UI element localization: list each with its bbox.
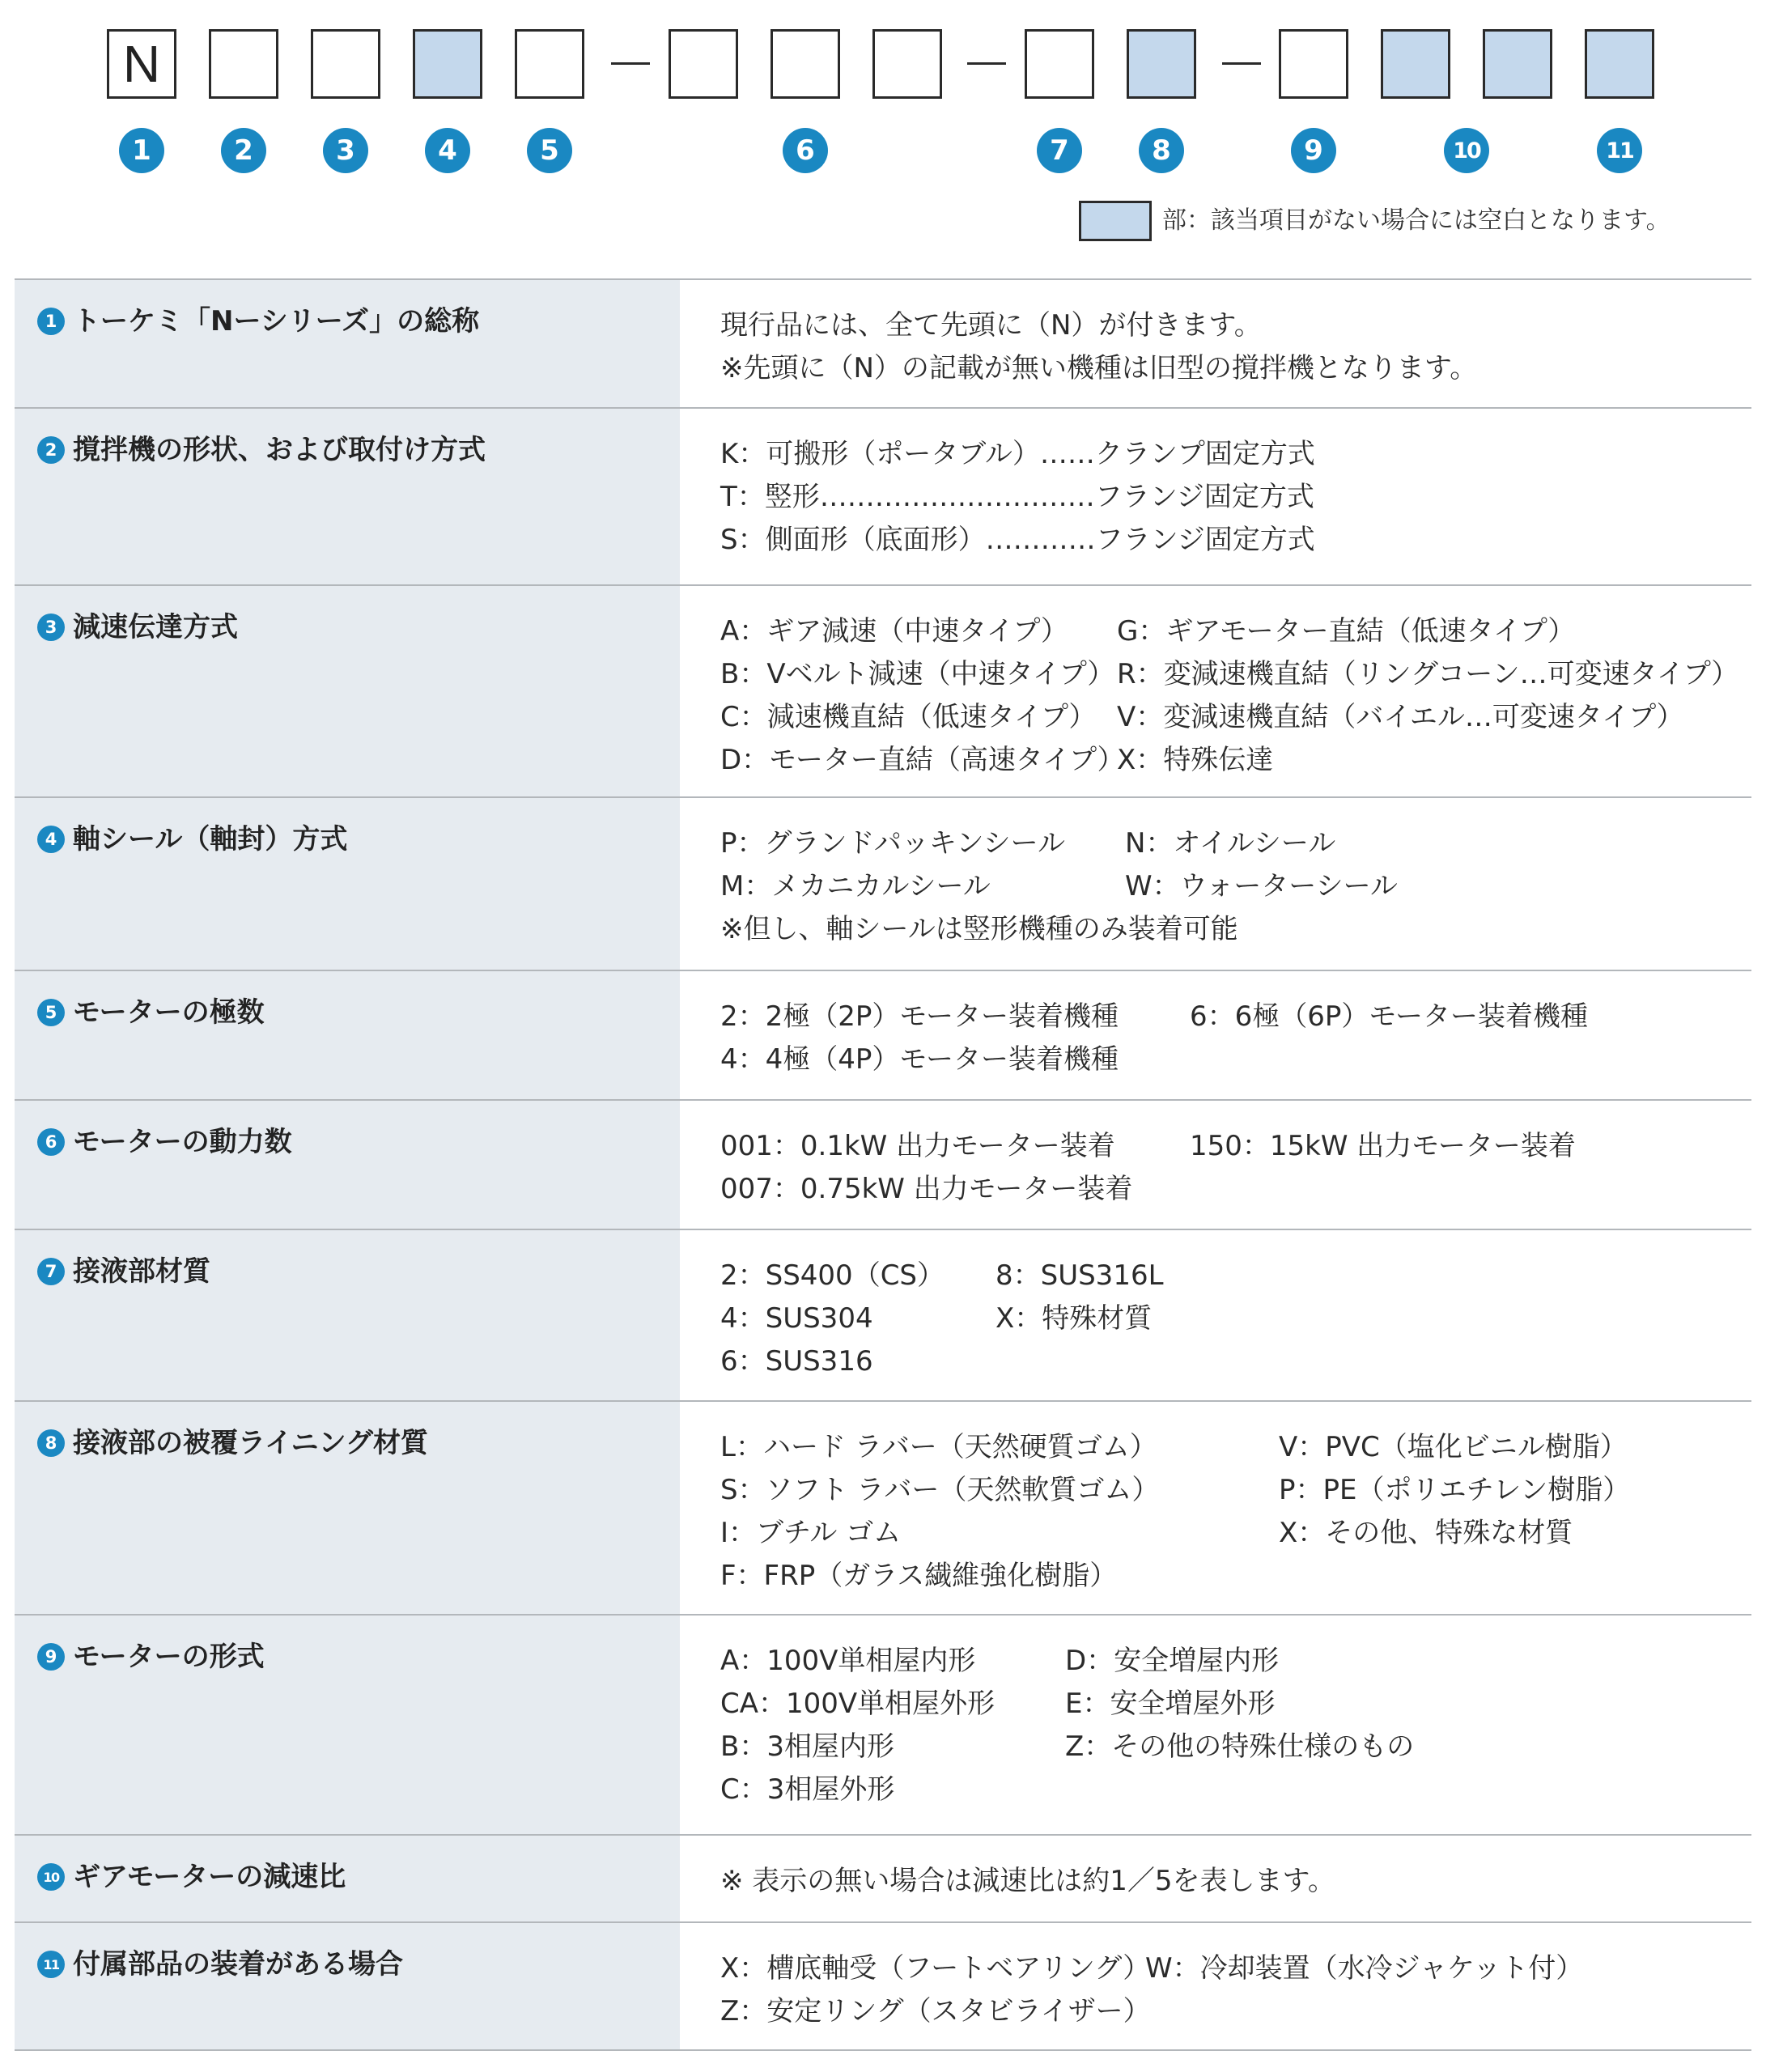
code-box-1: N [107, 29, 176, 99]
spec-row [15, 1923, 1751, 2051]
content-column-1 [720, 304, 1751, 390]
spec-row [15, 971, 1751, 1101]
row-label-cell [15, 586, 680, 796]
content-column-2 [1117, 610, 1738, 782]
option-line: 6：SUS316 [720, 1345, 873, 1378]
option-line: D：モーター直結（高速タイプ） [720, 744, 1125, 776]
row-content-cell [680, 1923, 1751, 2049]
code-box-5 [515, 29, 584, 99]
row-label: 減速伝達方式 [73, 611, 238, 643]
option-line: P：PE（ポリエチレン樹脂） [1279, 1474, 1631, 1506]
content-column-2 [995, 1255, 1164, 1340]
code-dash [1222, 62, 1261, 65]
row-label-cell [15, 409, 680, 584]
option-line: N：オイルシール [1125, 827, 1336, 860]
option-line: L：ハード ラバー（天然硬質ゴム） [720, 1431, 1157, 1463]
option-line: X：その他、特殊な材質 [1279, 1517, 1573, 1549]
row-label-cell [15, 1923, 680, 2049]
option-line: F：FRP（ガラス繊維強化樹脂） [720, 1560, 1118, 1592]
row-label-cell [15, 1101, 680, 1229]
option-line: P：グランドパッキンシール [720, 827, 1065, 860]
spec-row [15, 1836, 1751, 1923]
position-number-8: 8 [1139, 128, 1184, 173]
code-dash [967, 62, 1006, 65]
option-line: K：可搬形（ポータブル）……クランプ固定方式 [720, 438, 1315, 470]
row-label: トーケミ「Nーシリーズ」の総称 [73, 305, 480, 338]
option-line: C：3相屋外形 [720, 1773, 895, 1806]
content-column-2 [1125, 822, 1398, 908]
content-column-2 [1190, 1125, 1576, 1168]
content-column-2 [1065, 1640, 1414, 1768]
row-number-badge: 5 [37, 999, 65, 1026]
row-content-cell [680, 1101, 1751, 1229]
code-dash [611, 62, 650, 65]
option-line: Z：その他の特殊仕様のもの [1065, 1730, 1415, 1763]
model-code-diagram [0, 0, 1766, 291]
code-box-6b [771, 29, 840, 99]
position-number-11: 11 [1597, 128, 1642, 173]
row-number-badge: 2 [37, 436, 65, 464]
spec-row [15, 1616, 1751, 1836]
content-column-2 [1279, 1426, 1630, 1555]
option-line: ※先頭に（N）の記載が無い機種は旧型の撹拌機となります。 [720, 352, 1478, 384]
row-label: 撹拌機の形状、および取付け方式 [73, 434, 486, 466]
position-number-10: 10 [1444, 128, 1489, 173]
row-label-cell [15, 1402, 680, 1614]
row-label-cell [15, 971, 680, 1099]
code-box-11-optional [1585, 29, 1654, 99]
option-line: W：ウォーターシール [1125, 870, 1398, 902]
position-number-1: 1 [119, 128, 164, 173]
spec-row [15, 1402, 1751, 1616]
row-label-cell [15, 1836, 680, 1921]
row-label: 接液部の被覆ライニング材質 [73, 1427, 428, 1459]
option-line: X：特殊伝達 [1117, 744, 1274, 776]
row-label: 接液部材質 [73, 1255, 210, 1288]
row-label: 付属部品の装着がある場合 [73, 1948, 403, 1981]
row-number-badge: 11 [37, 1951, 65, 1978]
option-line: 8：SUS316L [995, 1259, 1164, 1292]
code-box-10b-optional [1483, 29, 1552, 99]
row-number-badge: 10 [37, 1863, 65, 1891]
position-number-6: 6 [783, 128, 828, 173]
option-line: V：PVC（塩化ビニル樹脂） [1279, 1431, 1628, 1463]
row-number-badge: 8 [37, 1429, 65, 1457]
row-content-cell [680, 1402, 1751, 1614]
option-line: CA：100V単相屋外形 [720, 1688, 995, 1720]
spec-table [15, 278, 1751, 2051]
row-number-badge: 3 [37, 614, 65, 641]
spec-row [15, 1101, 1751, 1230]
option-line: 150：15kW 出力モーター装着 [1190, 1130, 1576, 1162]
option-line: ※ 表示の無い場合は減速比は約1／5を表します。 [720, 1865, 1335, 1897]
option-line: B：3相屋内形 [720, 1730, 894, 1763]
content-column-1 [720, 433, 1751, 562]
code-box-6a [669, 29, 738, 99]
row-label-cell [15, 798, 680, 970]
row-number-badge: 9 [37, 1643, 65, 1671]
row-label: モーターの形式 [73, 1641, 265, 1673]
code-box-3 [311, 29, 380, 99]
position-number-3: 3 [323, 128, 368, 173]
row-label: モーターの極数 [73, 996, 265, 1029]
code-box-6c [872, 29, 942, 99]
option-line: T：竪形…………………………フランジ固定方式 [720, 481, 1314, 513]
option-line: B：Vベルト減速（中速タイプ） [720, 658, 1115, 690]
option-line: E：安全増屋外形 [1065, 1688, 1276, 1720]
option-line: 現行品には、全て先頭に（N）が付きます。 [720, 309, 1262, 342]
content-column-1 [720, 1860, 1751, 1903]
option-line: 2：SS400（CS） [720, 1259, 945, 1292]
code-box-8-optional [1127, 29, 1196, 99]
spec-row [15, 280, 1751, 409]
code-box-7 [1025, 29, 1094, 99]
code-box-4-optional [413, 29, 482, 99]
content-column-2 [1145, 1947, 1583, 1990]
code-box-10a-optional [1381, 29, 1450, 99]
option-line: S：側面形（底面形）…………フランジ固定方式 [720, 524, 1315, 556]
option-line: 6：6極（6P）モーター装着機種 [1190, 1000, 1589, 1033]
row-number-badge: 4 [37, 826, 65, 853]
row-content-cell [680, 1616, 1751, 1834]
code-box-9 [1279, 29, 1348, 99]
row-content-cell [680, 586, 1751, 796]
option-line: M：メカニカルシール [720, 870, 991, 902]
option-line: V：変減速機直結（バイエル…可変速タイプ） [1117, 701, 1684, 733]
spec-row [15, 798, 1751, 971]
spec-row [15, 1230, 1751, 1402]
option-line: 001：0.1kW 出力モーター装着 [720, 1130, 1115, 1162]
row-number-badge: 1 [37, 308, 65, 335]
option-line: Z：安定リング（スタビライザー） [720, 1995, 1151, 2027]
position-number-9: 9 [1291, 128, 1336, 173]
row-label: モーターの動力数 [73, 1126, 292, 1158]
spec-row [15, 586, 1751, 798]
option-line: A：100V単相屋内形 [720, 1645, 976, 1677]
position-number-2: 2 [221, 128, 266, 173]
option-line: I：ブチル ゴム [720, 1517, 902, 1549]
row-label: 軸シール（軸封）方式 [73, 823, 348, 856]
row-content-cell [680, 971, 1751, 1099]
row-number-badge: 7 [37, 1258, 65, 1285]
row-content-cell [680, 798, 1751, 970]
option-line: X：特殊材質 [995, 1302, 1153, 1335]
position-number-7: 7 [1037, 128, 1082, 173]
spec-row [15, 409, 1751, 586]
row-content-cell [680, 280, 1751, 407]
option-line: A：ギア減速（中速タイプ） [720, 615, 1068, 648]
row-label-cell [15, 280, 680, 407]
option-line: 2：2極（2P）モーター装着機種 [720, 1000, 1119, 1033]
option-line: G：ギアモーター直結（低速タイプ） [1117, 615, 1576, 648]
option-line: X：槽底軸受（フートベアリング） [720, 1952, 1151, 1985]
row-label-cell [15, 1230, 680, 1400]
option-line: C：減速機直結（低速タイプ） [720, 701, 1097, 733]
row-content-cell [680, 1230, 1751, 1400]
position-number-5: 5 [527, 128, 572, 173]
code-box-2 [209, 29, 278, 99]
option-line: W：冷却装置（水冷ジャケット付） [1145, 1952, 1584, 1985]
option-line: D：安全増屋内形 [1065, 1645, 1280, 1677]
option-line: 4：4極（4P）モーター装着機種 [720, 1043, 1119, 1076]
legend-swatch [1079, 201, 1152, 241]
option-line: R：変減速機直結（リングコーン…可変速タイプ） [1117, 658, 1739, 690]
row-label-cell [15, 1616, 680, 1834]
row-content-cell [680, 1836, 1751, 1921]
legend-text: 部：該当項目がない場合には空白となります。 [1162, 206, 1670, 235]
position-number-4: 4 [425, 128, 470, 173]
option-line: ※但し、軸シールは竪形機種のみ装着可能 [720, 913, 1238, 945]
option-line: 007：0.75kW 出力モーター装着 [720, 1173, 1133, 1205]
content-column-2 [1190, 996, 1588, 1038]
content-column-1 [720, 1255, 1751, 1383]
row-content-cell [680, 409, 1751, 584]
row-number-badge: 6 [37, 1128, 65, 1156]
option-line: 4：SUS304 [720, 1302, 873, 1335]
option-line: S：ソフト ラバー（天然軟質ゴム） [720, 1474, 1160, 1506]
row-label: ギアモーターの減速比 [73, 1861, 346, 1893]
